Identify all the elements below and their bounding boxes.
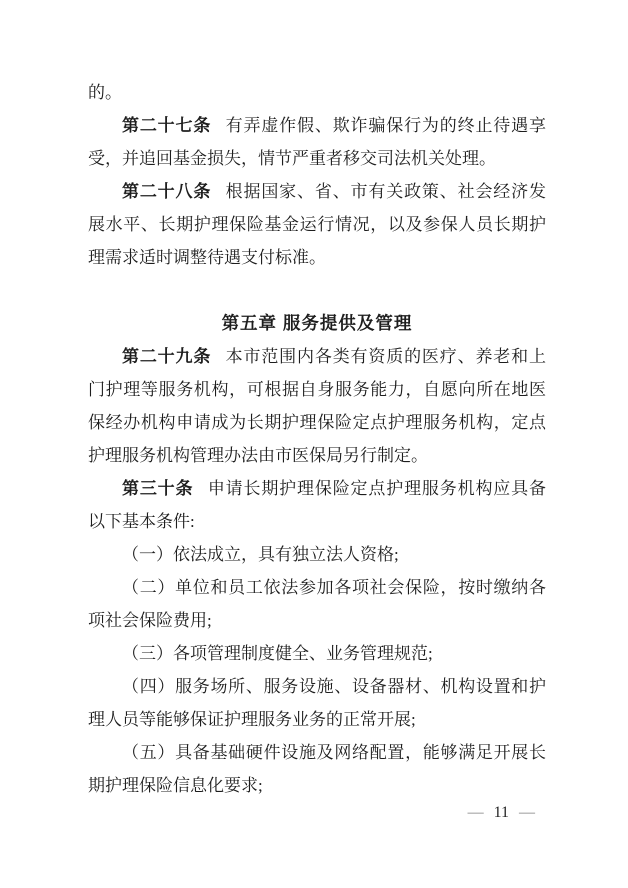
line-text: （一）依法成立，具有独立法人资格; — [122, 545, 399, 564]
document-line — [88, 109, 546, 142]
line-text: 保经办机构申请成为长期护理保险定点护理服务机构，定点 — [88, 413, 546, 432]
document-line — [88, 670, 546, 703]
line-text: 理需求适时调整待遇支付标准。 — [88, 248, 326, 267]
document-line — [88, 604, 546, 637]
document-line — [88, 703, 546, 736]
line-text: 根据国家、省、市有关政策、社会经济发 — [225, 182, 546, 201]
article-number-label: 第三十条 — [122, 479, 194, 498]
line-text: （四）服务场所、服务设施、设备器材、机构设置和护 — [122, 677, 546, 696]
document-line — [88, 505, 546, 538]
document-line — [88, 373, 546, 406]
line-text: 期护理保险信息化要求; — [88, 776, 263, 795]
document-line — [88, 472, 546, 505]
document-line — [88, 241, 546, 274]
line-text: 门护理等服务机构，可根据自身服务能力，自愿向所在地医 — [88, 380, 546, 399]
document-line — [88, 571, 546, 604]
article-number-label: 第二十九条 — [122, 347, 212, 366]
line-text: （三）各项管理制度健全、业务管理规范; — [122, 644, 433, 663]
line-text: 本市范围内各类有资质的医疗、养老和上 — [225, 347, 546, 366]
document-line — [88, 142, 546, 175]
document-line — [88, 340, 546, 373]
document-line — [88, 175, 546, 208]
footer-dash-left: — — [467, 804, 484, 821]
line-text: 以下基本条件: — [88, 512, 195, 531]
article-number-label: 第二十七条 — [122, 116, 212, 135]
line-text: 的。 — [88, 83, 122, 102]
document-line — [88, 637, 546, 670]
document-line — [88, 538, 546, 571]
line-text: 展水平、长期护理保险基金运行情况，以及参保人员长期护 — [88, 215, 546, 234]
line-text: （五）具备基础硬件设施及网络配置，能够满足开展长 — [122, 743, 546, 762]
document-body — [88, 76, 546, 802]
document-line — [88, 76, 546, 109]
page-number — [468, 802, 535, 824]
document-line — [88, 769, 546, 802]
footer-dash-right: — — [519, 804, 535, 821]
line-text: 理人员等能够保证护理服务业务的正常开展; — [88, 710, 416, 729]
line-text: 受，并追回基金损失，情节严重者移交司法机关处理。 — [88, 149, 496, 168]
chapter-heading: 第五章 服务提供及管理 — [221, 313, 413, 333]
line-text: 护理服务机构管理办法由市医保局另行制定。 — [88, 446, 428, 465]
document-line — [88, 208, 546, 241]
document-line — [88, 736, 546, 769]
document-line — [88, 439, 546, 472]
line-text: 有弄虚作假、欺诈骗保行为的终止待遇享 — [225, 116, 546, 135]
line-text: （二）单位和员工依法参加各项社会保险，按时缴纳各 — [122, 578, 546, 597]
line-text: 项社会保险费用; — [88, 611, 212, 630]
article-number-label: 第二十八条 — [122, 182, 212, 201]
document-line — [88, 406, 546, 439]
footer-page-number: 11 — [493, 804, 509, 821]
line-text: 申请长期护理保险定点护理服务机构应具备 — [207, 479, 546, 498]
